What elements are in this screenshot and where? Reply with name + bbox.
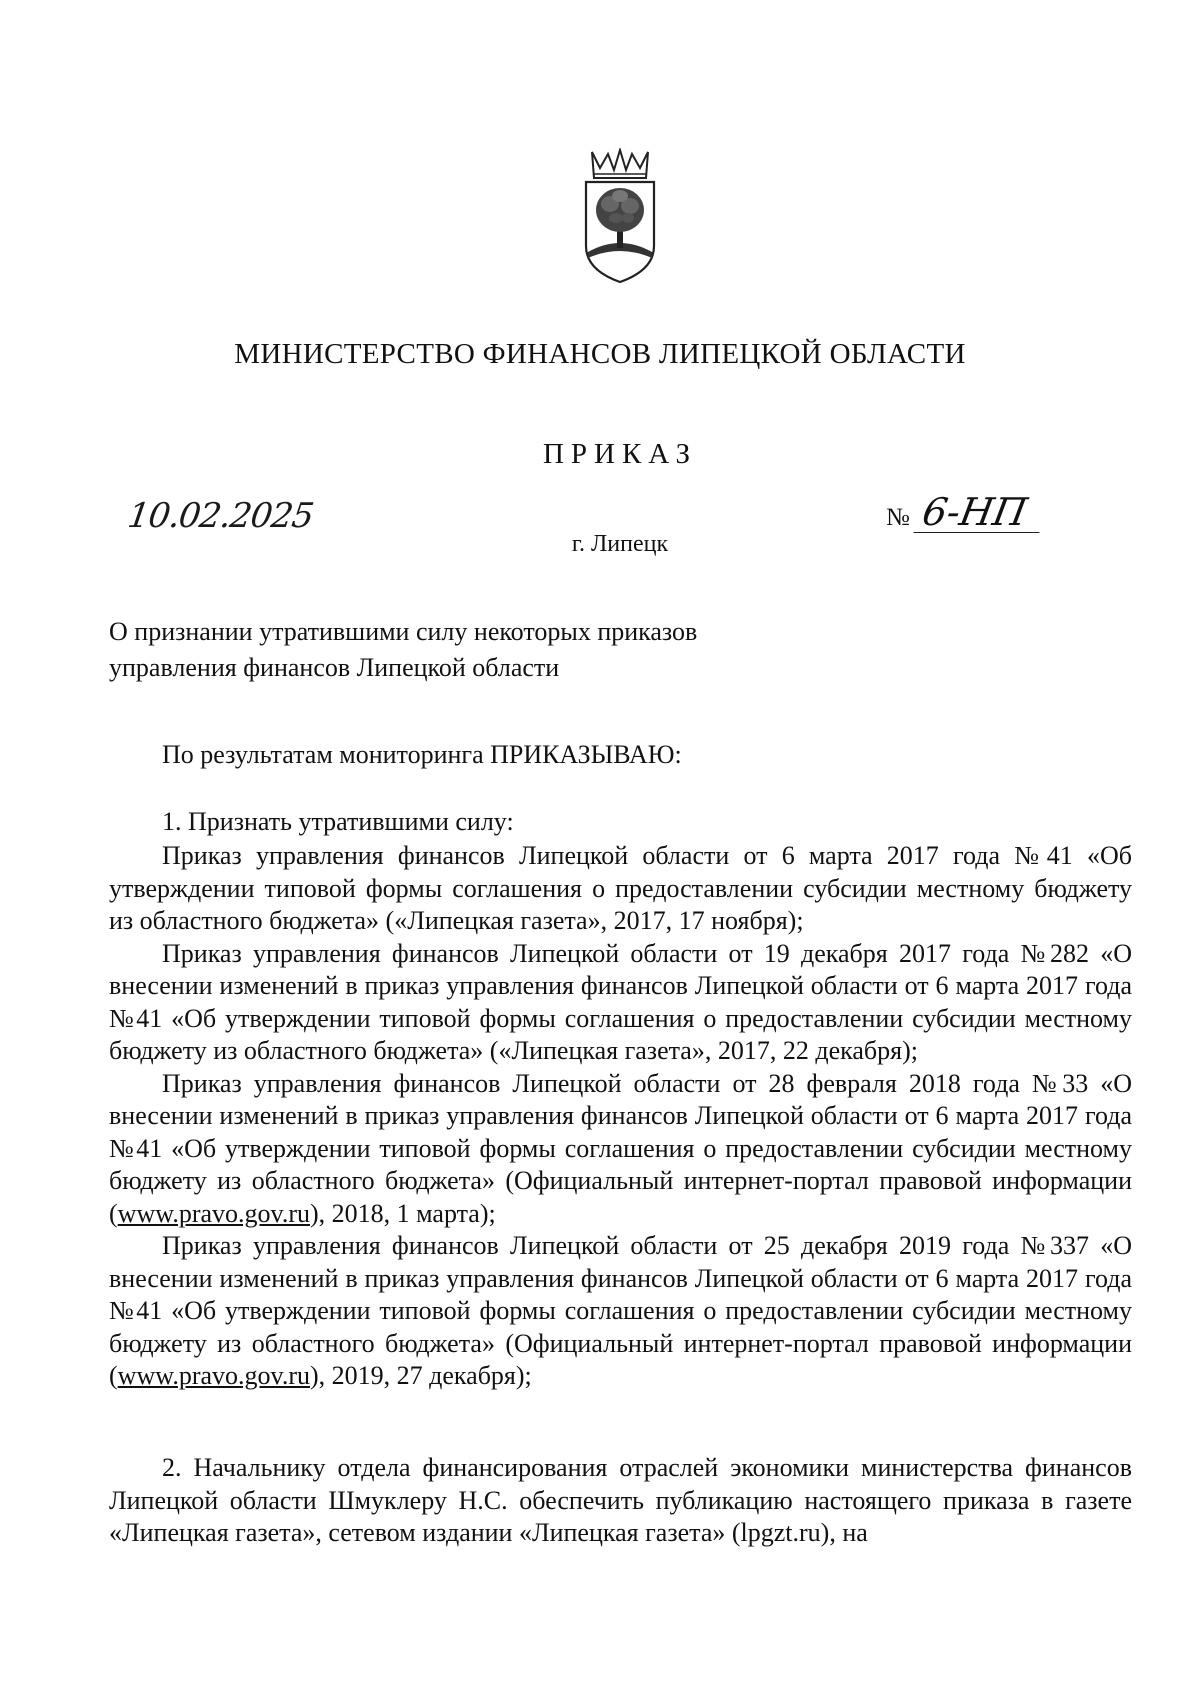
subject-line-1: О признании утратившими силу некоторых приказов — [109, 617, 698, 646]
repealed-order — [109, 1068, 1132, 1231]
handwritten-number: 6-НП — [913, 492, 1046, 533]
repealed-orders-list — [109, 840, 1132, 1393]
order-text: ), 2019, 27 декабря); — [309, 1361, 532, 1390]
item-2-text: 2. Начальнику отдела финансирования отраслей экономики министерства финансов Липецкой области Шмуклеру Н.С. обеспечить публикацию настоящего приказа в газете «Липецкая газета», сетевом издании «Липецкая газета» (lpgzt.ru), на — [109, 1453, 1132, 1547]
document-type: ПРИКАЗ — [542, 438, 698, 470]
lead-paragraph: По результатам мониторинга ПРИКАЗЫВАЮ: — [162, 740, 682, 769]
repealed-order: Приказ управления финансов Липецкой области от 19 декабря 2017 года №282 «О внесении изменений в приказ управления финансов Липецкой области от 6 марта 2017 года №41 «Об утверждении типовой формы соглашения о предоставлении субсидии местному бюджету из областного бюджета» («Липецкая газета», 2017, 22 декабря); — [109, 938, 1132, 1065]
order-subject — [109, 614, 697, 686]
pravo-link[interactable]: www.pravo.gov.ru — [117, 1198, 310, 1228]
order-number — [886, 492, 1043, 533]
repealed-order — [109, 1230, 1132, 1393]
item-2-paragraph — [109, 1452, 1132, 1550]
subject-line-2: управления финансов Липецкой области — [109, 653, 560, 682]
pravo-link[interactable]: www.pravo.gov.ru — [117, 1361, 310, 1390]
repealed-order: Приказ управления финансов Липецкой области от 6 марта 2017 года №41 «Об утверждении типовой формы соглашения о предоставлении субсидии местному бюджету из областного бюджета» («Липецкая газета», 2017, 17 ноября); — [109, 841, 1132, 935]
order-text: Приказ управления финансов Липецкой области от 28 февраля 2018 года №33 «О внесении изменений в приказ управления финансов Липецкой области от 6 марта 2017 года №41 «Об утверждении типовой формы соглашения о предоставлении субсидии местному бюджету из областного бюджета» (Официальный интернет-портал правовой информации ( — [109, 1068, 1132, 1228]
number-sign: № — [886, 504, 910, 531]
order-text: Приказ управления финансов Липецкой области от 25 декабря 2019 года №337 «О внесении изменений в приказ управления финансов Липецкой области от 6 марта 2017 года №41 «Об утверждении типовой формы соглашения о предоставлении субсидии местному бюджету из областного бюджета» (Официальный интернет-портал правовой информации ( — [109, 1231, 1132, 1390]
city-line: г. Липецк — [571, 531, 669, 557]
coat-of-arms-icon — [578, 148, 662, 284]
ministry-title: МИНИСТЕРСТВО ФИНАНСОВ ЛИПЕЦКОЙ ОБЛАСТИ — [234, 338, 966, 370]
order-text: ), 2018, 1 марта); — [309, 1198, 496, 1228]
item-1-title: 1. Признать утратившими силу: — [162, 807, 514, 836]
handwritten-date: 10.02.2025 — [125, 496, 316, 536]
